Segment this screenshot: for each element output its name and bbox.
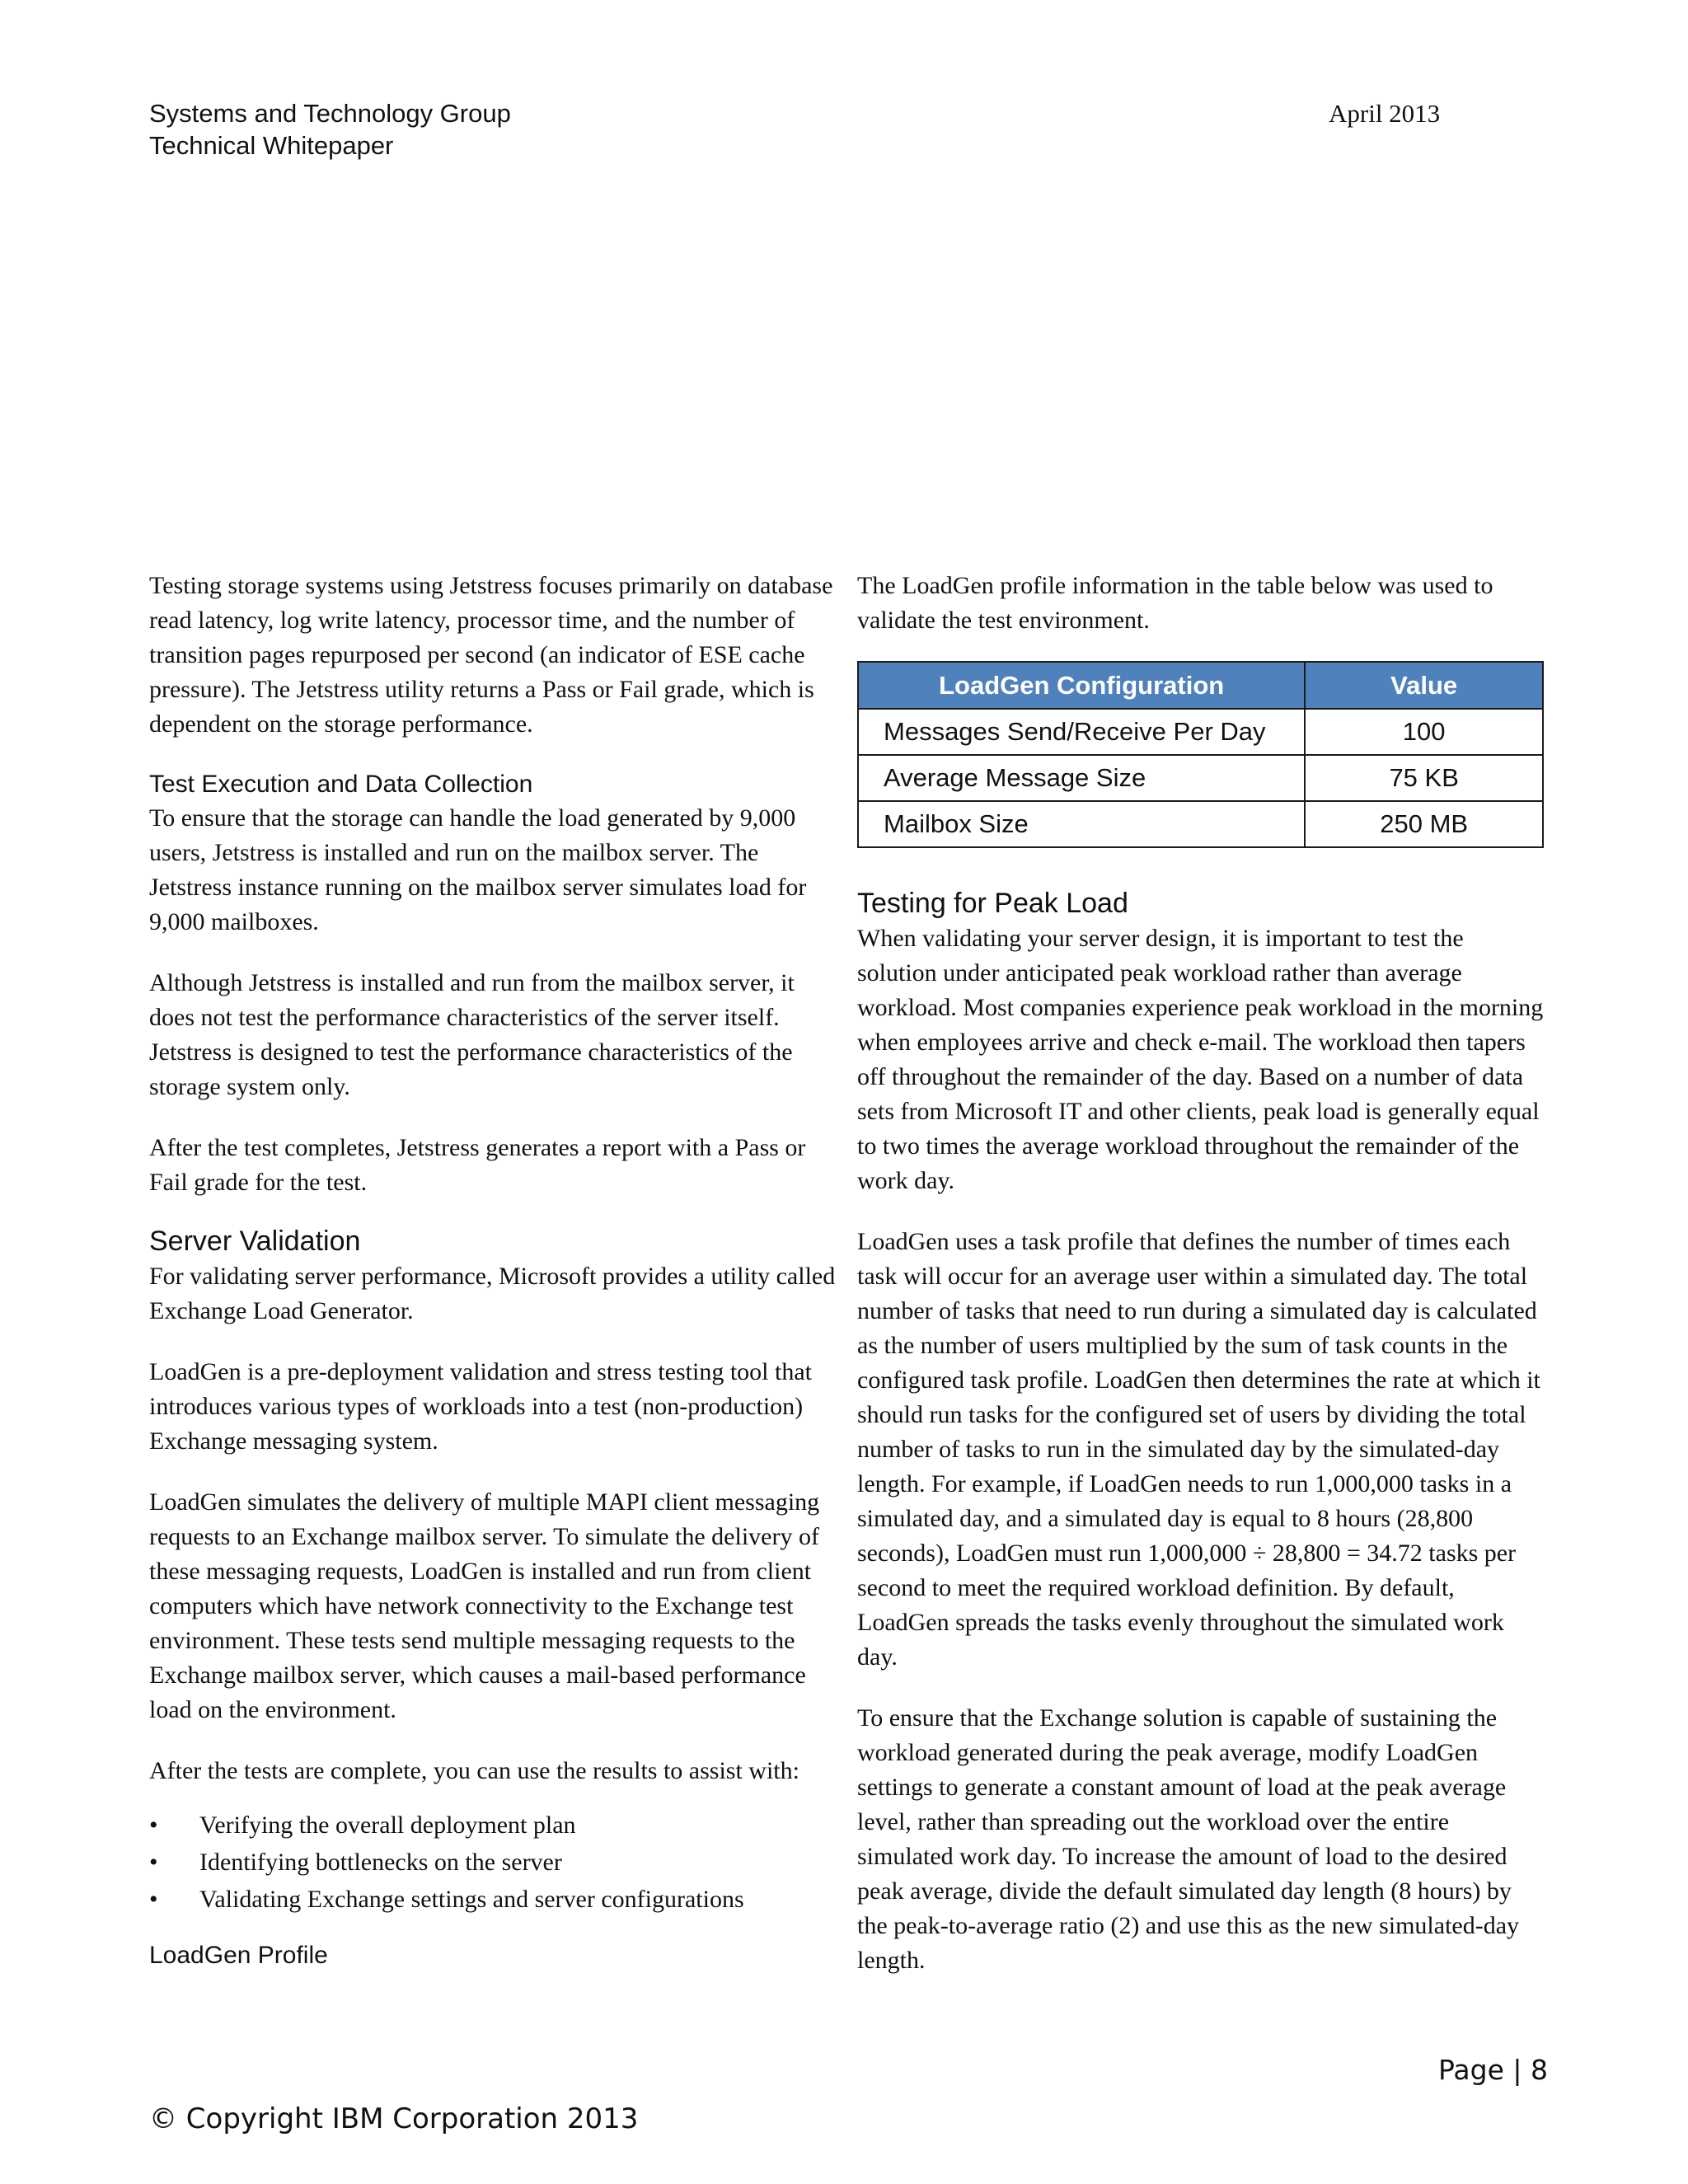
- table-header-cell: LoadGen Configuration: [858, 662, 1305, 709]
- left-column: [149, 569, 840, 1972]
- paragraph: LoadGen uses a task profile that defines the number of times each task will occur for an average user within a simulated day. The total number of tasks that need to run during a simulated day is calculated as the number of users multiplied by the sum of task counts in the configured task profile. LoadGen then determines the rate at which it should run tasks for the configured set of users by dividing the total number of tasks to run in the simulated day by the simulated-day length. For example, if LoadGen needs to run 1,000,000 tasks in a simulated day, and a simulated day is equal to 8 hours (28,800 seconds), LoadGen must run 1,000,000 ÷ 28,800 = 34.72 tasks per second to meet the required workload definition. By default, LoadGen spreads the tasks evenly throughout the simulated work day.: [857, 1228, 1540, 1671]
- paragraph: The LoadGen profile information in the table below was used to validate the test environment.: [857, 572, 1493, 634]
- header-org: Systems and Technology Group: [149, 99, 511, 128]
- bullet-item: • Validating Exchange settings and server configurations: [149, 1881, 840, 1918]
- table-cell: 75 KB: [1305, 755, 1543, 801]
- paragraph: Testing storage systems using Jetstress focuses primarily on database read latency, log write latency, processor time, and the number of transition pages repurposed per second (an indicator of ESE cache pressure). The Jetstress utility returns a Pass or Fail grade, which is dependent on the storage performance.: [149, 572, 833, 738]
- paragraph: LoadGen is a pre-deployment validation and stress testing tool that introduces various types of workloads into a test (non-production) Exchange messaging system.: [149, 1358, 812, 1455]
- table-cell: Average Message Size: [858, 755, 1305, 801]
- table-cell: 250 MB: [1305, 801, 1543, 847]
- table-header-cell: Value: [1305, 662, 1543, 709]
- page-header: [149, 97, 511, 162]
- page-number: Page | 8: [1438, 2054, 1548, 2086]
- copyright-notice: © Copyright IBM Corporation 2013: [149, 2102, 639, 2135]
- table-cell: Messages Send/Receive Per Day: [858, 709, 1305, 755]
- server-validation-heading: Server Validation: [149, 1226, 361, 1257]
- table-row: [858, 755, 1543, 801]
- table-cell: Mailbox Size: [858, 801, 1305, 847]
- right-column: [857, 569, 1545, 2004]
- loadgen-config-table: [857, 661, 1544, 848]
- paragraph: LoadGen simulates the delivery of multiple MAPI client messaging requests to an Exchange mailbox server. To simulate the delivery of these messaging requests, LoadGen is installed and run from client computers which have network connectivity to the Exchange test environment. These tests send multiple messaging requests to the Exchange mailbox server, which causes a mail-based performance load on the environment.: [149, 1488, 820, 1723]
- paragraph: After the test completes, Jetstress generates a report with a Pass or Fail grade for the test.: [149, 1134, 806, 1196]
- bullet-item: • Identifying bottlenecks on the server: [149, 1844, 840, 1881]
- table-cell: 100: [1305, 709, 1543, 755]
- loadgen-profile-heading: LoadGen Profile: [149, 1942, 328, 1969]
- paragraph: For validating server performance, Microsoft provides a utility called Exchange Load Generator.: [149, 1263, 836, 1324]
- paragraph: Although Jetstress is installed and run from the mailbox server, it does not test the performance characteristics of the server itself. Jetstress is designed to test the performance characteristics of the storage system only.: [149, 969, 795, 1100]
- header-doc-type: Technical Whitepaper: [149, 131, 394, 160]
- bullet-item: • Verifying the overall deployment plan: [149, 1807, 840, 1844]
- paragraph: To ensure that the storage can handle the load generated by 9,000 users, Jetstress is installed and run on the mailbox server. The Jetstress instance running on the mailbox server simulates load for 9,000 mailboxes.: [149, 804, 807, 935]
- paragraph: When validating your server design, it is important to test the solution under anticipated peak workload rather than average workload. Most companies experience peak workload in the morning when employees arrive and check e-mail. The workload then tapers off throughout the remainder of the day. Based on a number of data sets from Microsoft IT and other clients, peak load is generally equal to two times the average workload throughout the remainder of the work day.: [857, 925, 1544, 1194]
- table-row: [858, 709, 1543, 755]
- table-row: [858, 801, 1543, 847]
- paragraph: After the tests are complete, you can use the results to assist with:: [149, 1757, 799, 1784]
- table-header-row: [858, 662, 1543, 709]
- test-execution-heading: Test Execution and Data Collection: [149, 771, 533, 798]
- header-date: April 2013: [1329, 99, 1441, 128]
- bullet-list: [149, 1807, 840, 1918]
- paragraph: To ensure that the Exchange solution is capable of sustaining the workload generated during the peak average, modify LoadGen settings to generate a constant amount of load at the peak average level, rather than spreading out the workload over the entire simulated work day. To increase the amount of load to the desired peak average, divide the default simulated day length (8 hours) by the peak-to-average ratio (2) and use this as the new simulated-day length.: [857, 1704, 1520, 1974]
- peak-load-heading: Testing for Peak Load: [857, 888, 1128, 919]
